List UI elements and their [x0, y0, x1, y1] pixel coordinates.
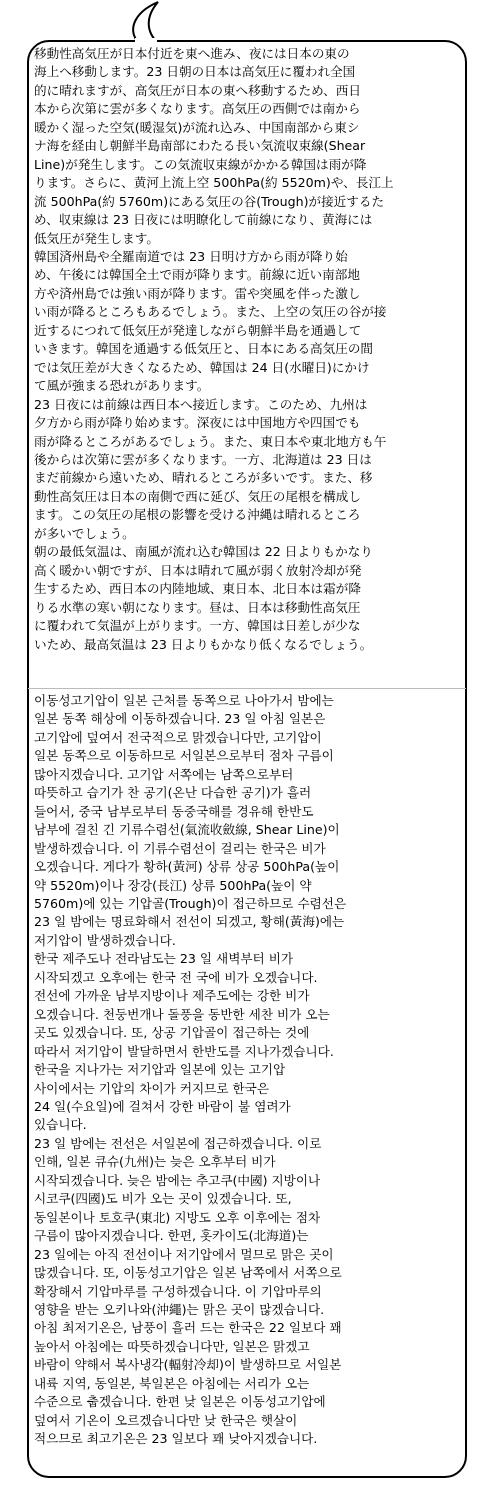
korean-forecast-text: 이동성고기압이 일본 근처를 동쪽으로 나아가서 밤에는 일본 동쪽 해상에 이동하겠습니다. 23 일 아침 일본은 고기압에 덮여서 전국적으로 맑겠습니다만, 고기압이 일본 동쪽으로 이동하므로 서일본으로부터 점차 구름이 많아지겠습니다. 고기압 서쪽에는 남쪽으로부터 따뜻하고 습기가 찬 공기(온난 다습한 공기)가 흘러 들어서, 중국 남부로부터 동중국해를 경유해 한반도 남부에 걸친 긴 기류수렴선(氣流收斂線, Shear Line)이 발생하겠습니다. 이 기류수렴선이 걸리는 한국은 비가 오겠습니다. 게다가 황하(黃河) 상류 상공 500hPa(높이 약 5520m)이나 장강(長江) 상류 500hPa(높이 약 5760m)에 있는 기압골(Trough)이 접근하므로 수렴선은 23 일 밤에는 명료화해서 전선이 되겠고, 황해(黃海)에는 저기압이 발생하겠습니다. 한국 제주도나 전라남도는 23 일 새벽부터 비가 시작되겠고 오후에는 한국 전 국에 비가 오겠습니다. 전선에 가까운 남부지방이나 제주도에는 강한 비가 오겠습니다. 천둥번개나 돌풍을 동반한 세찬 비가 오는 곳도 있겠습니다. 또, 상공 기압골이 접근하는 것에 따라서 저기압이 발달하면서 한반도를 지나가겠습니다. 한국을 지나가는 저기압과 일본에 있는 고기압 사이에서는 기압의 차이가 커지므로 한국은 24 일(수요일)에 걸쳐서 강한 바람이 불 염려가 있습니다. 23 일 밤에는 전선은 서일본에 접근하겠습니다. 이로 인해, 일본 큐슈(九州)는 늦은 오후부터 비가 시작되겠습니다. 늦은 밤에는 추고쿠(中國) 지방이나 시코쿠(四國)도 비가 오는 곳이 있겠습니다. 또, 동일본이나 토호쿠(東北) 지방도 오후 이후에는 점차 구름이 많아지겠습니다. 한편, 홋카이도(北海道)는 23 일에는 아직 전선이나 저기압에서 멀므로 맑은 곳이 많겠습니다. 또, 이동성고기압은 일본 남쪽에서 서쪽으로 확장해서 기압마루를 구성하겠습니다. 이 기압마루의 영향을 받는 오키나와(沖繩)는 맑은 곳이 많겠습니다. 아침 최저기온은, 남풍이 흘러 드는 한국은 22 일보다 꽤 높아서 아침에는 따뜻하겠습니다만, 일본은 맑겠고 바람이 약해서 복사냉각(輻射冷却)이 발생하므로 서일본 내륙 지역, 동일본, 북일본은 아침에는 서리가 오는 수준으로 춥겠습니다. 한편 낮 일본은 이동성고기압에 덮여서 기온이 오르겠습니다만 낮 한국은 햇살이 적으므로 최고기온은 23 일보다 꽤 낮아지겠습니다. — [34, 693, 347, 1447]
language-divider — [28, 688, 466, 689]
speech-bubble-tail-joint — [135, 38, 157, 44]
japanese-forecast-text: 移動性高気圧が日本付近を東へ進み、夜には日本の東の 海上へ移動します。23 日朝の日本は高気圧に覆われ全国 的に晴れますが、高気圧が日本の東へ移動するため、西日 本から次第に雲が多くなります。高気圧の西側では南から 暖かく湿った空気(暖湿気)が流れ込み、中国南部から東シ ナ海を経由し朝鮮半島南部にわたる長い気流収束線(Shear Line)が発生します。この気流収束線がかかる韓国は雨が降 ります。さらに、黄河上流上空 500hPa(約 5520m)や、長江上 流 500hPa(約 5760m)にある気圧の谷(Trough)が接近するた め、収束線は 23 日夜には明瞭化して前線になり、黄海には 低気圧が発生します。 韓国済州島や全羅南道では 23 日明け方から雨が降り始 め、午後には韓国全土で雨が降ります。前線に近い南部地 方や済州島では強い雨が降ります。雷や突風を伴った激し い雨が降るところもあるでしょう。また、上空の気圧の谷が接 近するにつれて低気圧が発達しながら朝鮮半島を通過して いきます。韓国を通過する低気圧と、日本にある高気圧の間 では気圧差が大きくなるため、韓国は 24 日(水曜日)にかけ て風が強まる恐れがあります。 23 日夜には前線は西日本へ接近します。このため、九州は 夕方から雨が降り始めます。深夜には中国地方や四国でも 雨が降るところがあるでしょう。また、東日本や東北地方も午 後からは次第に雲が多くなります。一方、北海道は 23 日は まだ前線から遠いため、晴れるところが多いです。また、移 動性高気圧は日本の南側で西に延び、気圧の尾根を構成し ます。この気圧の尾根の影響を受ける沖縄は晴れるところ が多いでしょう。 朝の最低気温は、南風が流れ込む韓国は 22 日よりもかなり 高く暖かい朝ですが、日本は晴れて風が弱く放射冷却が発 生するため、西日本の内陸地域、東日本、北日本は霜が降 りる水準の寒い朝になります。昼は、日本は移動性高気圧 に覆われて気温が上がります。一方、韓国は日差しが少な いため、最高気温は 23 日よりもかなり低くなるでしょう。 — [34, 46, 394, 652]
